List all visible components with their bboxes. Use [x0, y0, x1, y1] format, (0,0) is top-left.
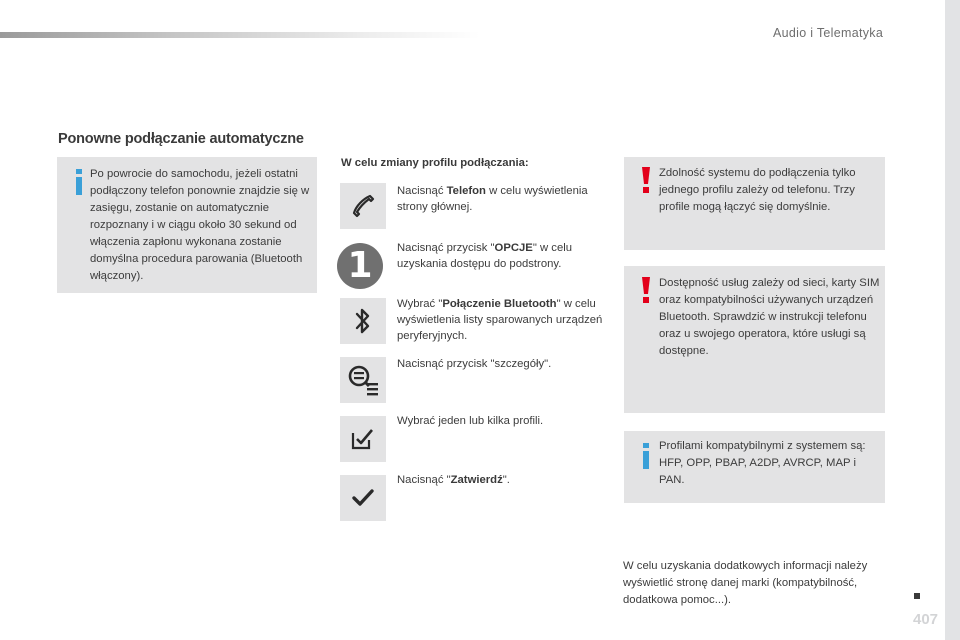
warning-exclamation-icon [638, 277, 654, 303]
details-button [340, 357, 386, 403]
info-icon [636, 443, 656, 469]
step-2-text: Nacisnąć przycisk "OPCJE" w celu uzyskania dostępu do podstrony. [397, 242, 573, 270]
info-box-reconnect [57, 157, 317, 293]
phone-button [340, 183, 386, 229]
step-number: 1 [347, 245, 373, 286]
step-3-text: Wybrać "Połączenie Bluetooth" w celu wyświetlenia listy sparowanych urządzeń peryferyjnych. [397, 298, 603, 342]
step-1-text: Nacisnąć Telefon w celu wyświetlenia strony głównej. [397, 185, 588, 213]
warning-box-profiles [624, 157, 885, 250]
bluetooth-button [340, 298, 386, 344]
page-header-title: Audio i Telematyka [773, 26, 884, 40]
warning-box-services-text: Dostępność usług zależy od sieci, karty SIM oraz kompatybilności używanych urządzeń Bluetooth. Sprawdzić w instrukcji telefonu oraz u swojego operatora, które usługi są dostępne. [659, 277, 880, 357]
footer-note: W celu uzyskania dodatkowych informacji należy wyświetlić stronę danej marki (kompatybilność, dodatkowa pomoc...). [623, 560, 868, 606]
steps-heading: W celu zmiany profilu podłączania: [341, 157, 529, 169]
page-edge-strip [945, 0, 960, 640]
page-marker [914, 593, 920, 599]
info-box-compatible-profiles [624, 431, 885, 503]
checkbox-check-icon [351, 428, 375, 450]
page-number: 407 [913, 611, 939, 628]
confirm-button [340, 475, 386, 521]
step-4-text: Nacisnąć przycisk "szczegóły". [397, 358, 552, 370]
header-gradient-bar [0, 32, 480, 38]
check-icon [351, 488, 375, 508]
warning-exclamation-icon [638, 167, 654, 193]
warning-box-profiles-text: Zdolność systemu do podłączenia tylko jednego profilu zależy od telefonu. Trzy profile mogą łączyć się domyślnie. [659, 167, 856, 213]
bluetooth-icon [353, 306, 373, 336]
step-5-text: Wybrać jeden lub kilka profili. [397, 415, 544, 427]
profile-select-button [340, 416, 386, 462]
details-magnifier-icon [346, 363, 380, 397]
info-box-compatible-profiles-text: Profilami kompatybilnymi z systemem są: HFP, OPP, PBAP, A2DP, AVRCP, MAP i PAN. [659, 440, 866, 486]
phone-handset-icon [350, 193, 376, 219]
section-title: Ponowne podłączanie automatyczne [58, 131, 304, 147]
step-number-badge [337, 243, 383, 289]
info-box-text: Po powrocie do samochodu, jeżeli ostatni podłączony telefon ponownie znajdzie się w zasięgu, zostanie on automatycznie rozpoznany i w ciągu około 30 sekund od włączenia zapłonu wykonana zostanie domyślna procedura parowania (Bluetooth włączony). [90, 168, 310, 282]
step-6-text: Nacisnąć "Zatwierdź". [397, 474, 510, 486]
warning-box-services [624, 266, 885, 413]
info-icon [69, 169, 89, 195]
